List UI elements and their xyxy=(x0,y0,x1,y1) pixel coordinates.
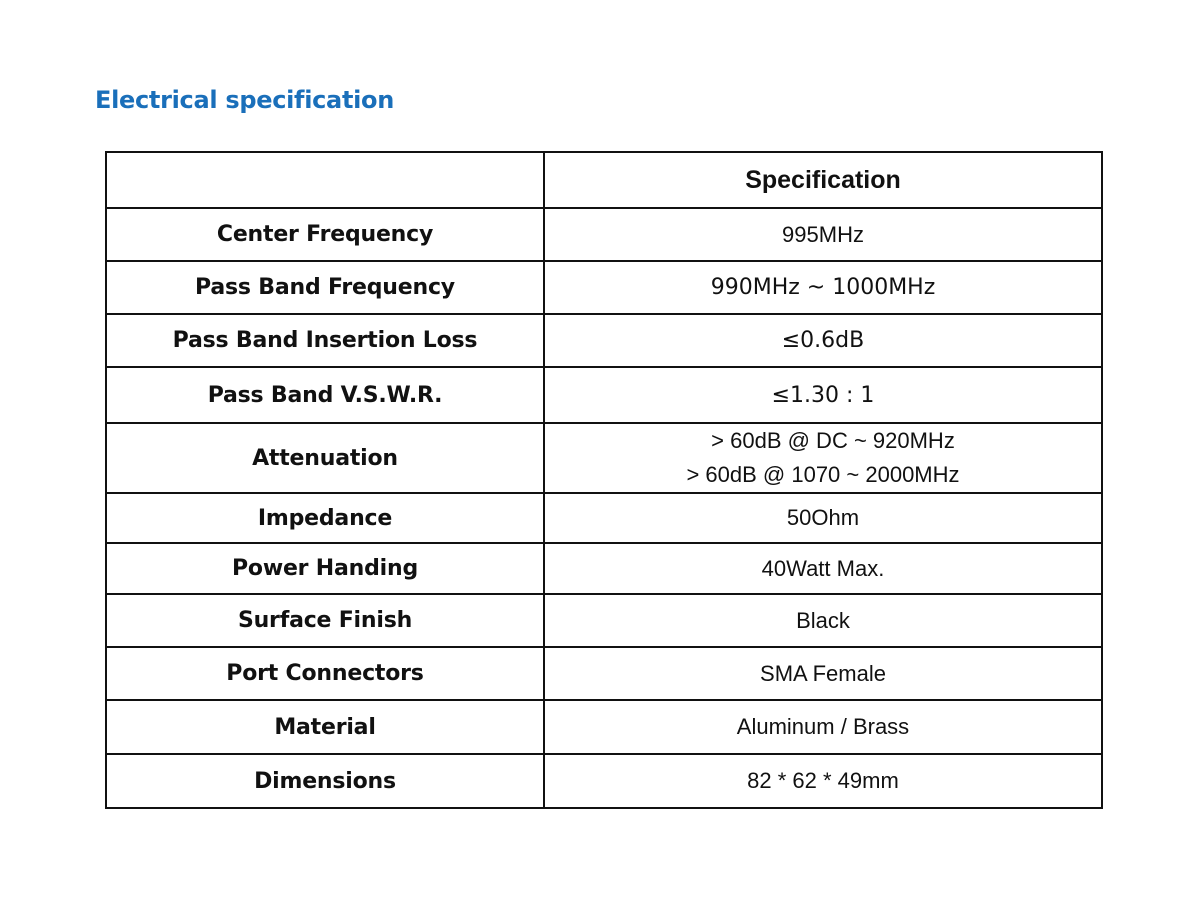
param-pass-band-frequency: Pass Band Frequency xyxy=(106,261,544,314)
value-attenuation xyxy=(544,423,1102,493)
param-material: Material xyxy=(106,700,544,754)
param-power-handing: Power Handing xyxy=(106,543,544,594)
value-attenuation-line-1: > 60dB @ DC ~ 920MHz xyxy=(711,428,955,453)
value-center-frequency: 995MHz xyxy=(544,208,1102,261)
page-title: Electrical specification xyxy=(95,86,395,114)
header-param-cell xyxy=(106,152,544,208)
table-header-row xyxy=(106,152,1102,208)
table-row xyxy=(106,543,1102,594)
table-row xyxy=(106,700,1102,754)
param-surface-finish: Surface Finish xyxy=(106,594,544,647)
param-insertion-loss: Pass Band Insertion Loss xyxy=(106,314,544,367)
param-attenuation: Attenuation xyxy=(106,423,544,493)
value-pass-band-frequency: 990MHz ~ 1000MHz xyxy=(544,261,1102,314)
param-port-connectors: Port Connectors xyxy=(106,647,544,700)
table-row xyxy=(106,314,1102,367)
table-row xyxy=(106,261,1102,314)
table-row xyxy=(106,594,1102,647)
table-row xyxy=(106,754,1102,808)
param-vswr: Pass Band V.S.W.R. xyxy=(106,367,544,423)
header-spec-cell: Specification xyxy=(544,152,1102,208)
table-row xyxy=(106,493,1102,543)
table-row xyxy=(106,367,1102,423)
value-port-connectors: SMA Female xyxy=(544,647,1102,700)
value-material: Aluminum / Brass xyxy=(544,700,1102,754)
value-surface-finish: Black xyxy=(544,594,1102,647)
spec-table xyxy=(105,151,1103,809)
table-row xyxy=(106,647,1102,700)
table-row xyxy=(106,208,1102,261)
value-vswr: ≤1.30 : 1 xyxy=(544,367,1102,423)
table-row xyxy=(106,423,1102,493)
param-impedance: Impedance xyxy=(106,493,544,543)
value-dimensions: 82 * 62 * 49mm xyxy=(544,754,1102,808)
param-dimensions: Dimensions xyxy=(106,754,544,808)
value-power-handing: 40Watt Max. xyxy=(544,543,1102,594)
param-center-frequency: Center Frequency xyxy=(106,208,544,261)
value-impedance: 50Ohm xyxy=(544,493,1102,543)
value-insertion-loss: ≤0.6dB xyxy=(544,314,1102,367)
value-attenuation-line-2: > 60dB @ 1070 ~ 2000MHz xyxy=(686,462,960,487)
